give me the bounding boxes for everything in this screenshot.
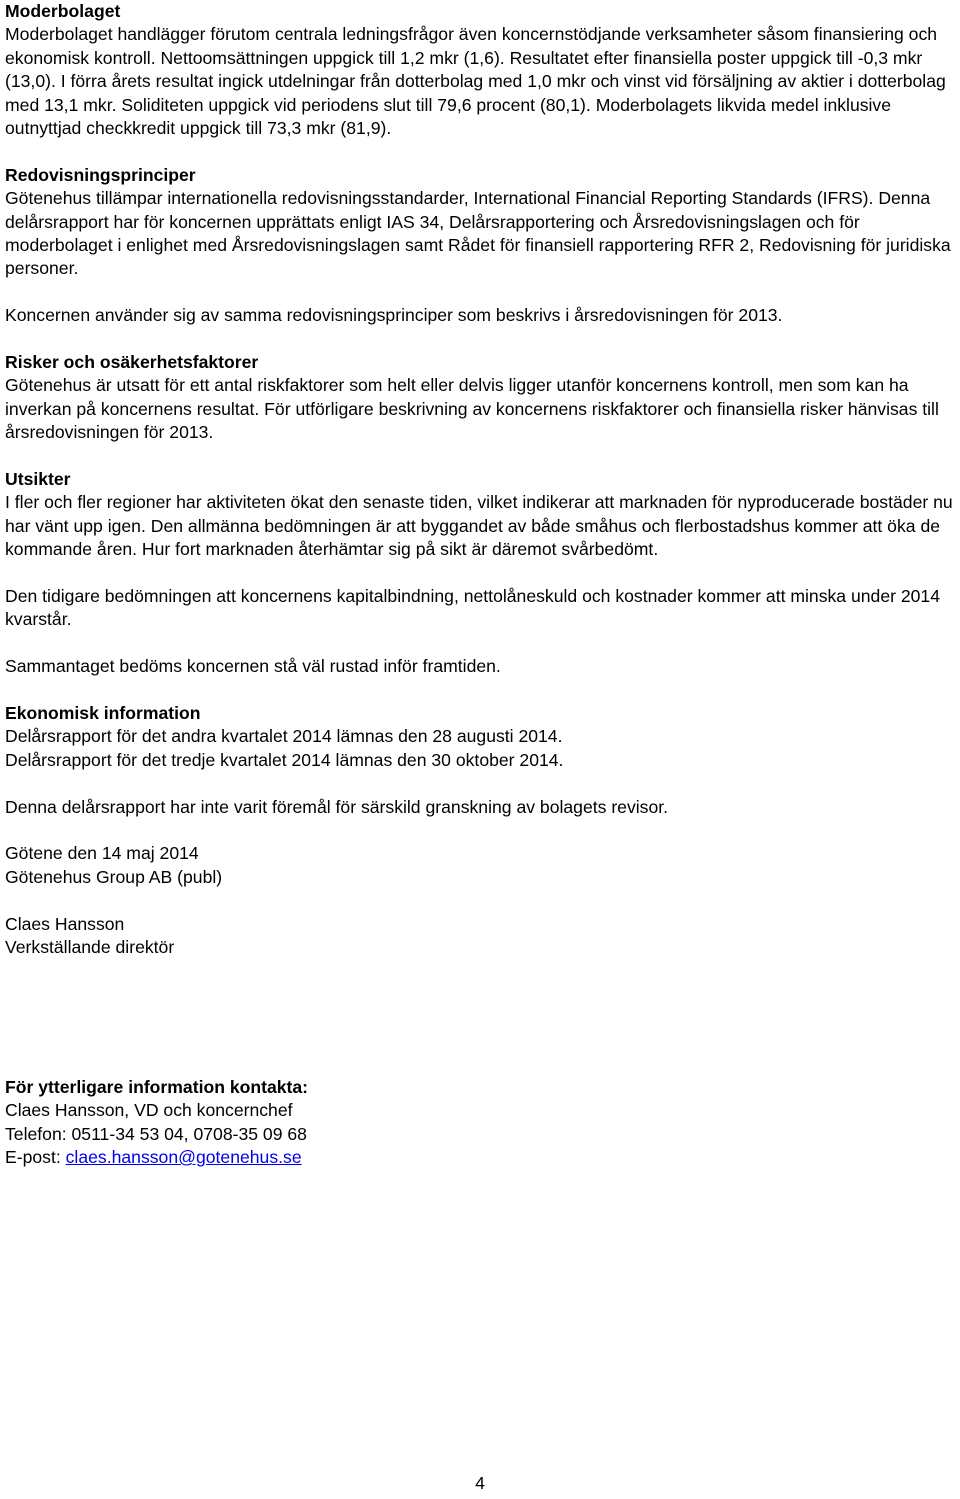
paragraph-moderbolaget: Moderbolaget handlägger förutom centrala ledningsfrågor även koncernstödjande verksamheter såsom finansiering och ekonomisk kontroll. Nettoomsättningen uppgick till 1,2 mkr (1,6). Resultatet efter finansiella poster uppgick till -0,3 mkr (13,0). I förra årets resultat ingick utdelningar från dotterbolag med 1,0 mkr och vinst vid försäljning av aktier i dotterbolag med 13,1 mkr. Soliditeten uppgick vid periodens slut till 79,6 procent (80,1). Moderbolagets likvida medel inklusive outnyttjad checkkredit uppgick till 73,3 mkr (81,9). xyxy=(5,24,946,139)
contact-email-link[interactable]: claes.hansson@gotenehus.se xyxy=(65,1147,302,1168)
paragraph-utsikter: I fler och fler regioner har aktiviteten ökat den senaste tiden, vilket indikerar att marknaden för nyproducerade bostäder nu har vänt upp igen. Den allmänna bedömningen är att byggandet av både småhus och flerbostadshus kommer att öka de kommande åren. Hur fort marknaden återhämtar sig på sikt är däremot svårbedömt. xyxy=(5,492,953,560)
page-number: 4 xyxy=(475,1473,485,1493)
signature-company: Götenehus Group AB (publ) xyxy=(5,866,223,887)
section-contact xyxy=(5,1076,955,1170)
contact-email-line xyxy=(5,1146,955,1169)
paragraph-redovisningsprinciper: Götenehus tillämpar internationella redovisningsstandarder, International Financial Reporting Standards (IFRS). Denna delårsrapport har för koncernen upprättats enligt IAS 34, Delårsrapportering och Årsredovisningslagen och för moderbolaget i enlighet med Årsredovisningslagen samt Rådet för finansiell rapportering RFR 2, Redovisning för juridiska personer. xyxy=(5,188,951,279)
paragraph-utsikter-3: Sammantaget bedöms koncernen stå väl rustad inför framtiden. xyxy=(5,656,501,677)
report-date-q3: Delårsrapport för det tredje kvartalet 2014 lämnas den 30 oktober 2014. xyxy=(5,749,564,770)
heading-ekonomisk-information: Ekonomisk information xyxy=(5,703,201,724)
signature-name: Claes Hansson xyxy=(5,913,125,934)
signature-title: Verkställande direktör xyxy=(5,937,175,958)
section-risker xyxy=(5,351,955,445)
spacer xyxy=(5,983,955,1076)
signature-person-block xyxy=(5,913,955,960)
heading-redovisningsprinciper: Redovisningsprinciper xyxy=(5,164,196,185)
document-page xyxy=(5,0,955,1193)
signature-place-date: Götene den 14 maj 2014 xyxy=(5,843,199,864)
contact-email-label: E-post: xyxy=(5,1147,66,1168)
paragraph-risker: Götenehus är utsatt för ett antal riskfaktorer som helt eller delvis ligger utanför koncernens kontroll, men som kan ha inverkan på koncernens resultat. För utförligare beskrivning av koncernens riskfaktorer och finansiella risker hänvisas till årsredovisningen för 2013. xyxy=(5,375,939,443)
heading-risker: Risker och osäkerhetsfaktorer xyxy=(5,352,259,373)
section-redovisningsprinciper xyxy=(5,164,955,328)
contact-person: Claes Hansson, VD och koncernchef xyxy=(5,1100,293,1121)
report-date-q2: Delårsrapport för det andra kvartalet 2014 lämnas den 28 augusti 2014. xyxy=(5,726,563,747)
contact-phone: Telefon: 0511-34 53 04, 0708-35 09 68 xyxy=(5,1123,307,1144)
paragraph-redovisningsprinciper-2: Koncernen använder sig av samma redovisningsprinciper som beskrivs i årsredovisningen för 2013. xyxy=(5,305,783,326)
paragraph-utsikter-2: Den tidigare bedömningen att koncernens kapitalbindning, nettolåneskuld och kostnader kommer att minska under 2014 kvarstår. xyxy=(5,586,941,630)
section-ekonomisk-information xyxy=(5,702,955,819)
heading-moderbolaget: Moderbolaget xyxy=(5,1,121,21)
section-moderbolaget xyxy=(5,0,955,140)
signature-place-block xyxy=(5,842,955,889)
paragraph-audit-note: Denna delårsrapport har inte varit föremål för särskild granskning av bolagets revisor. xyxy=(5,796,669,817)
heading-utsikter: Utsikter xyxy=(5,469,71,490)
heading-contact: För ytterligare information kontakta: xyxy=(5,1076,309,1097)
section-utsikter xyxy=(5,468,955,679)
